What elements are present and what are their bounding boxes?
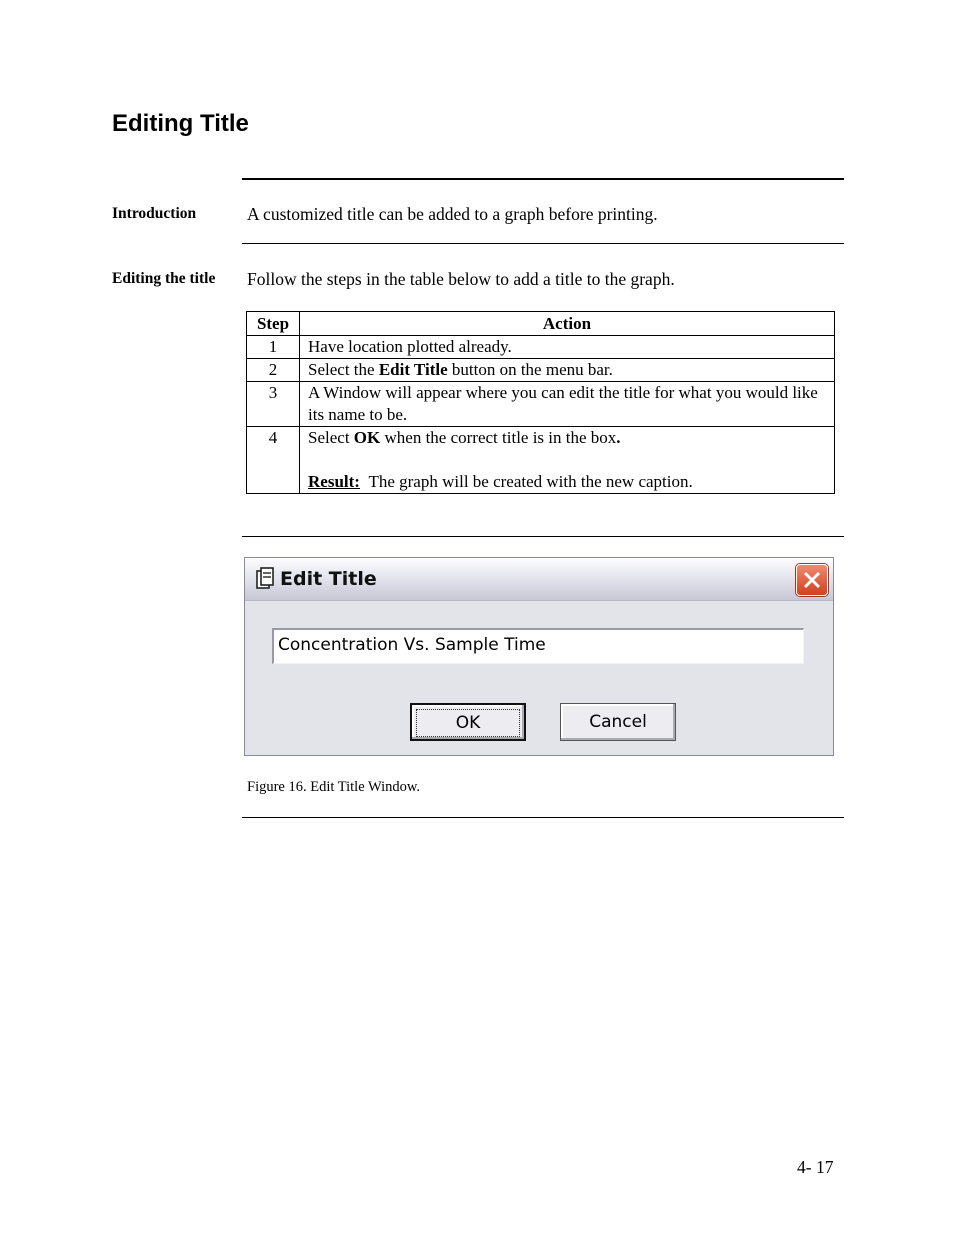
step-action: A Window will appear where you can edit the title for what you would like its name to be.	[300, 382, 835, 427]
step-action	[300, 427, 835, 494]
close-icon	[797, 565, 827, 595]
action-bold: Edit Title	[378, 360, 448, 379]
cancel-button[interactable]: Cancel	[560, 703, 676, 741]
editing-title-label: Editing the title	[112, 270, 216, 287]
steps-table	[246, 311, 835, 494]
action-bold-period: .	[616, 428, 621, 447]
block-rule	[242, 243, 844, 244]
action-header: Action	[300, 312, 835, 336]
action-text: Select the	[308, 360, 379, 379]
close-button[interactable]	[796, 564, 828, 596]
edit-title-dialog	[244, 557, 834, 756]
action-text: Select	[308, 428, 354, 447]
block-rule	[242, 536, 844, 537]
step-number: 4	[247, 427, 300, 494]
editing-title-text: Follow the steps in the table below to add a title to the graph.	[247, 269, 675, 289]
table-row	[247, 427, 835, 494]
application-icon	[255, 567, 275, 596]
action-bold: OK	[353, 428, 381, 447]
step-action	[300, 359, 835, 382]
introduction-label: Introduction	[112, 205, 197, 222]
ok-button[interactable]	[410, 703, 526, 741]
dialog-titlebar[interactable]	[245, 558, 833, 601]
section-rule	[242, 178, 844, 180]
action-line	[308, 427, 826, 449]
step-number: 3	[247, 382, 300, 427]
dialog-title: Edit Title	[280, 568, 377, 590]
result-label: Result:	[308, 472, 360, 491]
action-text: when the correct title is in the box	[380, 428, 617, 447]
step-header: Step	[247, 312, 300, 336]
page-title: Editing Title	[112, 110, 249, 137]
action-text: button on the menu bar.	[447, 360, 613, 379]
title-input[interactable]: Concentration Vs. Sample Time	[272, 628, 804, 664]
block-rule	[242, 817, 844, 818]
table-row	[247, 336, 835, 359]
introduction-text: A customized title can be added to a graph before printing.	[247, 204, 658, 224]
table-row	[247, 382, 835, 427]
step-number: 2	[247, 359, 300, 382]
table-row	[247, 359, 835, 382]
step-action: Have location plotted already.	[300, 336, 835, 359]
result-text: The graph will be created with the new caption.	[368, 472, 693, 491]
result-line	[308, 471, 826, 493]
table-header-row	[247, 312, 835, 336]
step-number: 1	[247, 336, 300, 359]
ok-button-label: OK	[416, 709, 520, 737]
figure-caption: Figure 16. Edit Title Window.	[247, 779, 421, 795]
page-number: 4- 17	[797, 1157, 834, 1177]
